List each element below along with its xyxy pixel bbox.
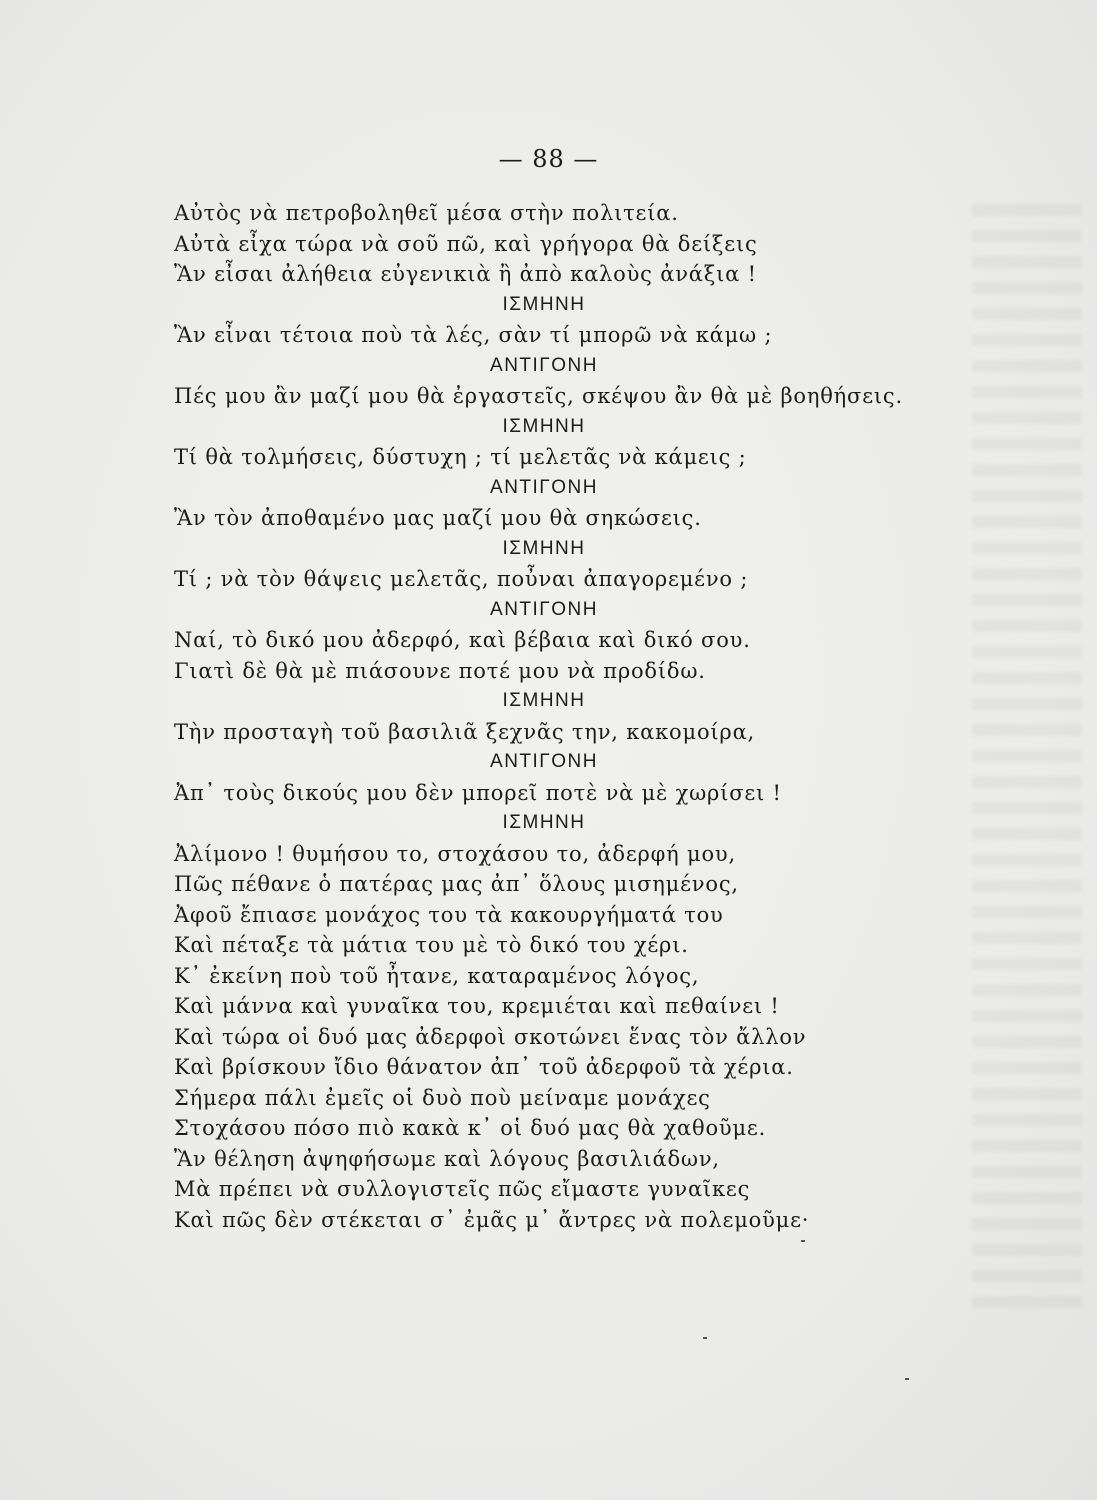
verse-line: Σήμερα πάλι ἐμεῖς οἱ δυὸ ποὺ μείναμε μονάχες	[174, 1085, 711, 1110]
page-number: — 88 —	[498, 145, 599, 173]
verse-line: Αὐτὸς νὰ πετροβοληθεῖ μέσα στὴν πολιτεία.	[174, 201, 679, 225]
speaker-name: ΙΣΜΗΝΗ	[502, 293, 586, 315]
speaker-name: ΑΝΤΙΓΟΝΗ	[490, 598, 598, 620]
speaker-name: ΑΝΤΙΓΟΝΗ	[490, 354, 598, 376]
verse-line: Καὶ πέταξε τὰ μάτια του μὲ τὸ δικό του χέρι.	[174, 933, 689, 957]
speaker-name: ΑΝΤΙΓΟΝΗ	[490, 751, 598, 772]
verse-line: Καὶ βρίσκουν ἴδιο θάνατον ἀπ᾿ τοῦ ἀδερφοῦ τὰ χέρια.	[174, 1055, 794, 1079]
verse-line: Ἂν θέληση ἀψηφήσωμε καὶ λόγους βασιλιάδων,	[174, 1146, 720, 1171]
stray-mark	[905, 1378, 909, 1380]
bleed-through-shadow	[972, 190, 1082, 1310]
verse-line: Ἀφοῦ ἔπιασε μονάχος του τὰ κακουργήματά του	[174, 902, 724, 927]
verse-line: Γιατὶ δὲ θὰ μὲ πιάσουνε ποτέ μου νὰ προδίδω.	[174, 658, 706, 683]
verse-line: Πές μου ἂν μαζί μου θὰ ἐργαστεῖς, σκέψου ἂν θὰ μὲ βοηθήσεις.	[174, 384, 903, 408]
verse-line: Αὐτὰ εἶχα τώρα νὰ σοῦ πῶ, καὶ γρήγορα θὰ δείξεις	[174, 231, 758, 256]
verse-line: Πῶς πέθανε ὁ πατέρας μας ἀπ᾿ ὅλους μισημένος,	[174, 872, 739, 896]
verse-line: Τὴν προσταγὴ τοῦ βασιλιᾶ ξεχνᾶς την, κακομοίρα,	[174, 719, 756, 744]
speaker-name: ΑΝΤΙΓΟΝΗ	[490, 476, 598, 498]
verse-line: Κ᾿ ἐκείνη ποὺ τοῦ ἦτανε, καταραμένος λόγος,	[174, 963, 700, 988]
verse-line: Ἂν εἶσαι ἀλήθεια εὐγενικιὰ ἢ ἀπὸ καλοὺς ἀνάξια !	[174, 262, 757, 286]
speaker-name: ΙΣΜΗΝΗ	[502, 812, 586, 833]
speaker-name: ΙΣΜΗΝΗ	[502, 537, 586, 559]
speaker-name: ΙΣΜΗΝΗ	[502, 690, 586, 711]
verse-line: Ἀπ᾿ τοὺς δικούς μου δὲν μπορεῖ ποτὲ νὰ μὲ χωρίσει !	[174, 780, 782, 805]
stray-mark	[703, 1337, 707, 1339]
verse-line: Ἂν τὸν ἀποθαμένο μας μαζί μου θὰ σηκώσεις.	[174, 506, 702, 530]
stray-mark	[801, 1240, 805, 1242]
verse-line: Ναί, τὸ δικό μου ἀδερφό, καὶ βέβαια καὶ δικό σου.	[174, 628, 751, 652]
speaker-name: ΙΣΜΗΝΗ	[502, 415, 586, 437]
verse-line: Ἀλίμονο ! θυμήσου το, στοχάσου το, ἀδερφή μου,	[174, 841, 736, 866]
verse-line: Μὰ πρέπει νὰ συλλογιστεῖς πῶς εἴμαστε γυναῖκες	[174, 1177, 751, 1201]
verse-line: Ἂν εἶναι τέτοια ποὺ τὰ λές, σὰν τί μπορῶ νὰ κάμω ;	[174, 323, 773, 347]
verse-line: Καὶ μάννα καὶ γυναῖκα του, κρεμιέται καὶ πεθαίνει !	[174, 994, 780, 1018]
verse-line: Καὶ τώρα οἱ δυό μας ἀδερφοὶ σκοτώνει ἕνας τὸν ἄλλον	[174, 1024, 807, 1049]
play-text	[174, 198, 974, 1235]
verse-line: Τί ; νὰ τὸν θάψεις μελετᾶς, ποὖναι ἀπαγορεμένο ;	[174, 567, 749, 591]
verse-line: Τί θὰ τολμήσεις, δύστυχη ; τί μελετᾶς νὰ κάμεις ;	[174, 445, 747, 469]
verse-line: Στοχάσου πόσο πιὸ κακὰ κ᾿ οἱ δυό μας θὰ χαθοῦμε.	[174, 1116, 767, 1140]
verse-line: Καὶ πῶς δὲν στέκεται σ᾿ ἐμᾶς μ᾿ ἄντρες νὰ πολεμοῦμε·	[174, 1207, 810, 1232]
